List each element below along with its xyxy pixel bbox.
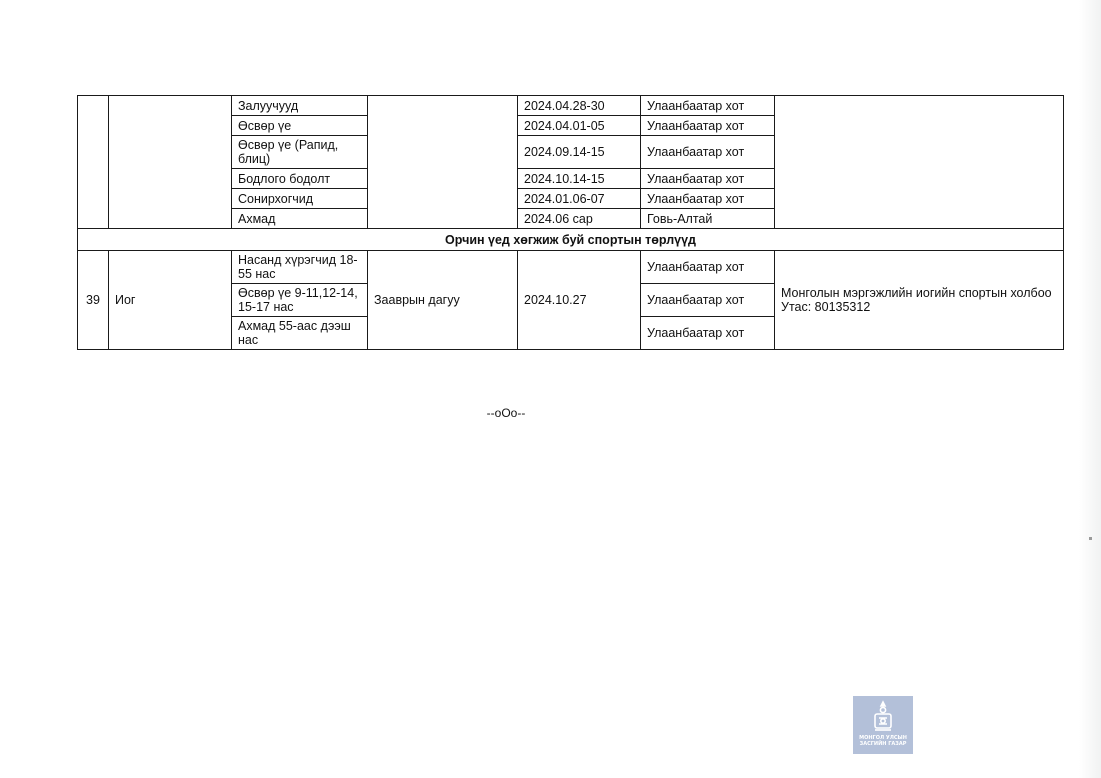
stamp-caption-line1: МОНГОЛ УЛСЫН — [859, 735, 907, 741]
section-title: Орчин үед хөгжиж буй спортын төрлүүд — [78, 229, 1064, 251]
category-cell: Өсвөр үе — [232, 116, 368, 136]
date-cell: 2024.04.28-30 — [518, 96, 641, 116]
sport-name: Иог — [109, 251, 232, 350]
row-number: 39 — [78, 251, 109, 350]
government-emblem-stamp — [853, 696, 913, 754]
date-cell: 2024.04.01-05 — [518, 116, 641, 136]
location-cell: Улаанбаатар хот — [641, 189, 775, 209]
location-cell: Улаанбаатар хот — [641, 136, 775, 169]
ending-mark: --oOo-- — [486, 406, 526, 420]
date-cell: 2024.10.27 — [518, 251, 641, 350]
section-header-row — [78, 229, 1064, 251]
sport-cell-empty — [109, 96, 232, 229]
date-cell: 2024.06 сар — [518, 209, 641, 229]
category-cell: Өсвөр үе (Рапид, блиц) — [232, 136, 368, 169]
location-cell: Говь-Алтай — [641, 209, 775, 229]
table-row — [78, 96, 1064, 116]
condition-cell: Зааврын дагуу — [368, 251, 518, 350]
location-cell: Улаанбаатар хот — [641, 96, 775, 116]
location-cell: Улаанбаатар хот — [641, 317, 775, 350]
table-row — [78, 251, 1064, 284]
events-table — [77, 95, 1064, 350]
location-cell: Улаанбаатар хот — [641, 169, 775, 189]
scan-speck — [1089, 537, 1092, 540]
page-edge-shadow — [1079, 0, 1101, 778]
organizer-cell-empty — [775, 96, 1064, 229]
number-cell-empty — [78, 96, 109, 229]
date-cell: 2024.01.06-07 — [518, 189, 641, 209]
category-cell: Өсвөр үе 9-11,12-14, 15-17 нас — [232, 284, 368, 317]
location-cell: Улаанбаатар хот — [641, 251, 775, 284]
stamp-caption-line2: ЗАСГИЙН ГАЗАР — [859, 741, 907, 747]
soyombo-icon — [872, 700, 894, 734]
category-cell: Бодлого бодолт — [232, 169, 368, 189]
category-cell: Залуучууд — [232, 96, 368, 116]
date-cell: 2024.09.14-15 — [518, 136, 641, 169]
category-cell: Сонирхогчид — [232, 189, 368, 209]
location-cell: Улаанбаатар хот — [641, 284, 775, 317]
organizer-cell: Монголын мэргэжлийн иогийн спортын холбоо Утас: 80135312 — [775, 251, 1064, 350]
date-cell: 2024.10.14-15 — [518, 169, 641, 189]
location-cell: Улаанбаатар хот — [641, 116, 775, 136]
category-cell: Ахмад — [232, 209, 368, 229]
category-cell: Насанд хүрэгчид 18-55 нас — [232, 251, 368, 284]
condition-cell-empty — [368, 96, 518, 229]
category-cell: Ахмад 55-аас дээш нас — [232, 317, 368, 350]
